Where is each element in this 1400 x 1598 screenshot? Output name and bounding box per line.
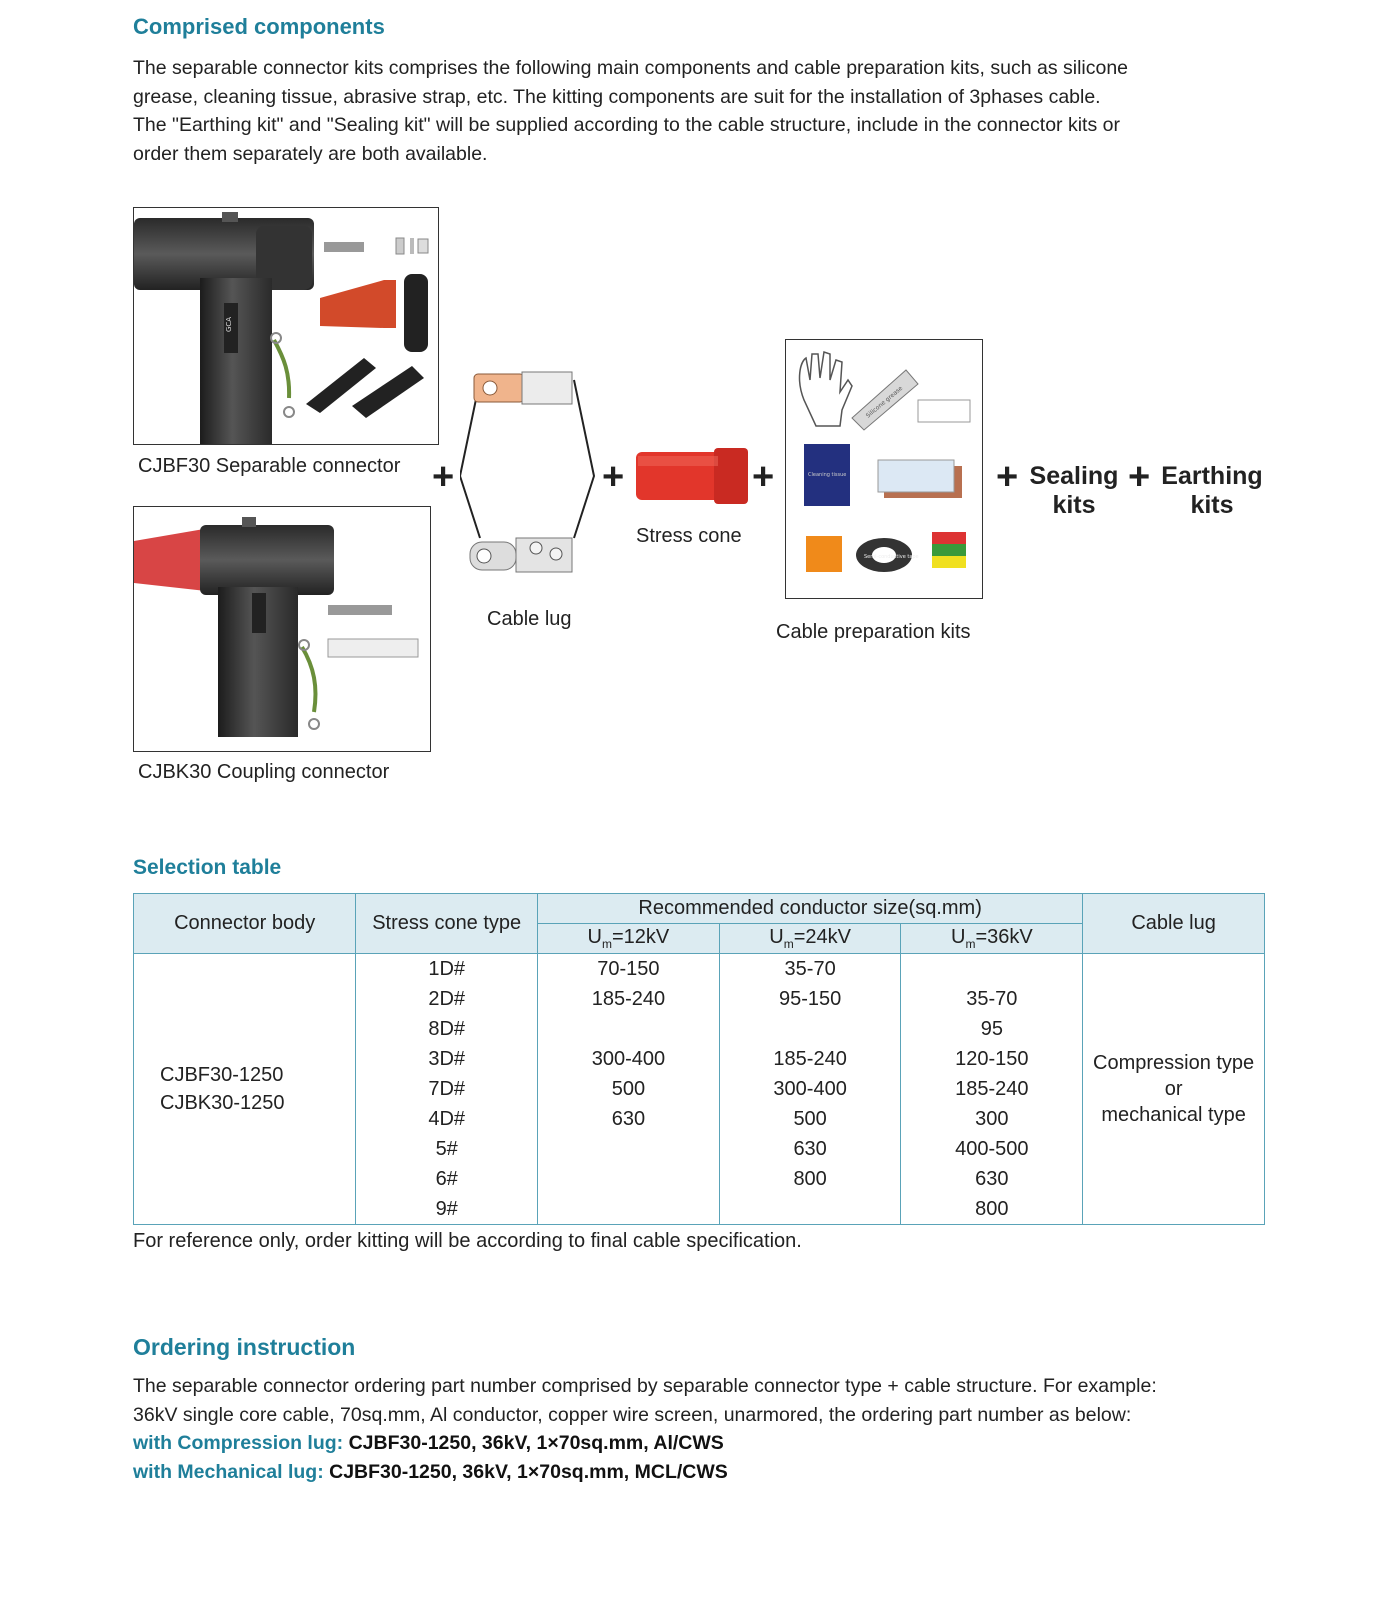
size-36kv-cell: 95 bbox=[901, 1014, 1083, 1044]
earthing-kits-line-1: Earthing bbox=[1161, 462, 1263, 490]
size-36kv-cell: 185-240 bbox=[901, 1074, 1083, 1104]
stress-cone-cell: 6# bbox=[356, 1164, 538, 1194]
header-um-12kv: $U_m=12kV$ bbox=[538, 924, 720, 954]
header-cable-lug: Cable lug bbox=[1083, 894, 1265, 954]
stress-cone-cell: 9# bbox=[356, 1194, 538, 1225]
size-12kv-cell: 70-150 bbox=[538, 954, 720, 985]
size-24kv-cell: 35-70 bbox=[719, 954, 901, 985]
header-stress-cone-type: Stress cone type bbox=[356, 894, 538, 954]
plus-icon: + bbox=[1128, 456, 1151, 498]
header-recommended-size: Recommended conductor size(sq.mm) bbox=[538, 894, 1083, 924]
size-24kv-cell: 185-240 bbox=[719, 1044, 901, 1074]
ordering-heading: Ordering instruction bbox=[133, 1334, 356, 1360]
size-24kv-cell: 500 bbox=[719, 1104, 901, 1134]
earthing-kits-label bbox=[1156, 462, 1268, 520]
separable-connector-caption: CJBF30 Separable connector bbox=[138, 455, 401, 477]
size-24kv-cell: 300-400 bbox=[719, 1074, 901, 1104]
sealing-kits-line-2: kits bbox=[1052, 491, 1096, 519]
plus-icon: + bbox=[752, 456, 775, 498]
size-24kv-cell: 630 bbox=[719, 1134, 901, 1164]
body-cjbk30: CJBK30-1250 bbox=[160, 1092, 285, 1114]
ordering-mechanical bbox=[133, 1458, 1383, 1487]
compression-lug-value: CJBF30-1250, 36kV, 1×70sq.mm, Al/CWS bbox=[348, 1432, 724, 1454]
plus-icon: + bbox=[602, 456, 625, 498]
cable-preparation-kits-image bbox=[785, 339, 983, 599]
size-12kv-cell: 300-400 bbox=[538, 1044, 720, 1074]
stress-cone-cell: 8D# bbox=[356, 1014, 538, 1044]
size-36kv-cell: 35-70 bbox=[901, 984, 1083, 1014]
size-24kv-cell: 800 bbox=[719, 1164, 901, 1194]
cable-lug-cell bbox=[1083, 954, 1265, 1225]
stress-cone-cell: 7D# bbox=[356, 1074, 538, 1104]
components-line-1: The separable connector kits comprises the following main components and cable preparation kits, such as silicone bbox=[133, 57, 1129, 79]
components-line-2: grease, cleaning tissue, abrasive strap, etc. The kitting components are suit for the installation of 3phases cable. bbox=[133, 85, 1101, 108]
size-36kv-cell: 400-500 bbox=[901, 1134, 1083, 1164]
cable-lug-image bbox=[460, 366, 596, 590]
cable-preparation-kits-caption: Cable preparation kits bbox=[776, 621, 971, 643]
size-36kv-cell: 630 bbox=[901, 1164, 1083, 1194]
size-36kv-cell: 120-150 bbox=[901, 1044, 1083, 1074]
selection-heading: Selection table bbox=[133, 856, 282, 879]
lug-or: or bbox=[1164, 1078, 1183, 1100]
stress-cone-cell: 1D# bbox=[356, 954, 538, 985]
selection-table bbox=[133, 893, 1265, 1225]
plus-icon: + bbox=[432, 456, 455, 498]
size-12kv-cell bbox=[538, 1194, 720, 1225]
stress-cone-cell: 3D# bbox=[356, 1044, 538, 1074]
lug-compression: Compression type bbox=[1093, 1052, 1255, 1074]
coupling-connector-caption: CJBK30 Coupling connector bbox=[138, 761, 390, 783]
separable-connector-image bbox=[133, 207, 439, 445]
size-24kv-cell bbox=[719, 1014, 901, 1044]
plus-icon: + bbox=[996, 456, 1019, 498]
coupling-connector-image bbox=[133, 506, 431, 752]
silicone-grease-label: Silicone grease bbox=[864, 384, 905, 420]
compression-lug-label: with Compression lug: bbox=[133, 1432, 344, 1454]
size-12kv-cell: 630 bbox=[538, 1104, 720, 1134]
ordering-paragraph bbox=[133, 1372, 1383, 1486]
stress-cone-cell: 5# bbox=[356, 1134, 538, 1164]
mechanical-lug-label: with Mechanical lug: bbox=[133, 1460, 324, 1483]
header-um-24kv: $U_m=24kV$ bbox=[719, 924, 901, 954]
stress-cone-cell: 4D# bbox=[356, 1104, 538, 1134]
size-36kv-cell bbox=[901, 954, 1083, 985]
sealing-kits-label bbox=[1024, 462, 1124, 520]
table-note: For reference only, order kitting will be according to final cable specification. bbox=[133, 1230, 802, 1252]
size-12kv-cell bbox=[538, 1164, 720, 1194]
components-heading: Comprised components bbox=[133, 14, 385, 39]
size-12kv-cell bbox=[538, 1134, 720, 1164]
stress-cone-image bbox=[634, 448, 750, 504]
sealing-kits-line-1: Sealing bbox=[1029, 462, 1119, 490]
lug-mechanical: mechanical type bbox=[1101, 1104, 1246, 1126]
ordering-line-2: 36kV single core cable, 70sq.mm, Al conductor, copper wire screen, unarmored, the ordering part number as below: bbox=[133, 1403, 1132, 1426]
size-24kv-cell bbox=[719, 1194, 901, 1225]
size-36kv-cell: 800 bbox=[901, 1194, 1083, 1225]
stress-cone-cell: 2D# bbox=[356, 984, 538, 1014]
ordering-line-1: The separable connector ordering part number comprised by separable connector type + cable structure. For example: bbox=[133, 1375, 1157, 1397]
cable-lug-caption: Cable lug bbox=[487, 608, 572, 630]
connector-body-cell bbox=[134, 954, 356, 1225]
components-paragraph bbox=[133, 54, 1333, 168]
size-24kv-cell: 95-150 bbox=[719, 984, 901, 1014]
mechanical-lug-value: CJBF30-1250, 36kV, 1×70sq.mm, MCL/CWS bbox=[329, 1460, 728, 1483]
header-connector-body: Connector body bbox=[134, 894, 356, 954]
earthing-kits-line-2: kits bbox=[1190, 491, 1234, 519]
semi-conductive-tape-label: Semi-conductive tape bbox=[864, 554, 919, 560]
size-12kv-cell: 500 bbox=[538, 1074, 720, 1104]
size-12kv-cell bbox=[538, 1014, 720, 1044]
components-line-3: The "Earthing kit" and "Sealing kit" will be supplied according to the cable structure, include in the connector kits or bbox=[133, 114, 1120, 136]
header-um-36kv: $U_m=36kV$ bbox=[901, 924, 1083, 954]
product-marking: GCA bbox=[225, 316, 233, 332]
cleaning-tissue-label: Cleaning tissue bbox=[808, 472, 847, 478]
ordering-compression bbox=[133, 1429, 1383, 1458]
size-36kv-cell: 300 bbox=[901, 1104, 1083, 1134]
stress-cone-caption: Stress cone bbox=[636, 525, 742, 547]
body-cjbf30: CJBF30-1250 bbox=[160, 1064, 284, 1086]
table-row bbox=[134, 954, 1265, 985]
size-12kv-cell: 185-240 bbox=[538, 984, 720, 1014]
components-line-4: order them separately are both available. bbox=[133, 142, 488, 165]
